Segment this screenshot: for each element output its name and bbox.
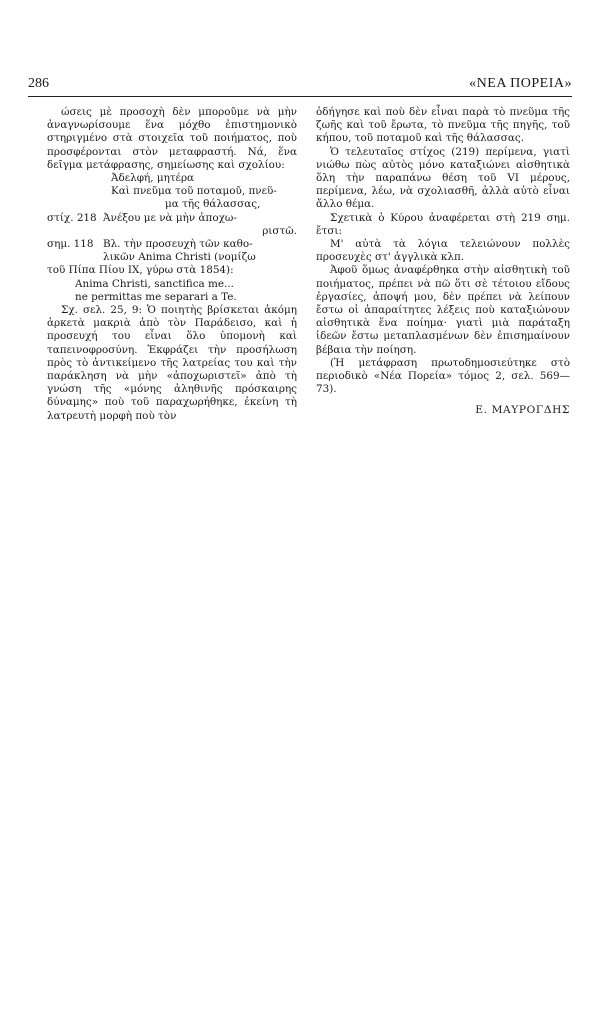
note-row (47, 238, 297, 251)
latin-line: Anima Christi, sanctifica me... (75, 277, 234, 290)
verse-line: Ἀδελφή, μητέρα (111, 172, 195, 185)
paragraph: Μ' αὐτὰ τὰ λόγια τελειώνουν πολλὲς προσευχὲς στ' ἀγγλικὰ κλπ. (316, 238, 570, 264)
note-tag: σημ. 118 (47, 238, 94, 251)
verse-line: Καὶ πνεῦμα τοῦ ποταμοῦ, πνεῦ- (111, 185, 277, 198)
verse-tag: στίχ. 218 (47, 211, 97, 224)
page-header (28, 74, 572, 94)
note-line: λικῶν Anima Christi (νομίζω (103, 251, 256, 264)
verse-line: μα τῆς θάλασσας, (165, 198, 261, 211)
paragraph: Σχετικὰ ὁ Κύρου ἀναφέρεται στὴ 219 σημ. ἔτσι: (316, 211, 570, 237)
paragraph: Ἀφοῦ ὅμως ἀναφέρθηκα στὴν αἰσθητικὴ τοῦ ποιήματος, πρέπει νὰ πῶ ὅτι σὲ τέτοιου εἴδους ἐργασίες, ἀποψή μου, δὲν πρέπει νὰ λείπουν ἔστω οἱ ἀπαραίτητες λέξεις ποὺ καταξιώνουν αἰσθητικὰ ἕνα ποίημα· γιατὶ μιὰ παράταξη ἰδεῶν ἔστω μεταπλασμένων δὲν ἐπισημαίνουν βέβαια τὴν ποίηση. (316, 264, 570, 356)
signature: Ε. ΜΑΥΡΟΓΔΗΣ (475, 404, 570, 417)
right-column (316, 106, 570, 428)
header-rule (28, 96, 572, 97)
page-number: 286 (28, 76, 49, 91)
paragraph: ὁδήγησε καὶ ποὺ δὲν εἶναι παρὰ τὸ πνεῦμα τῆς ζωῆς καὶ τοῦ ἔρωτα, τὸ πνεῦμα τῆς πηγῆς, τοῦ κήπου, τοῦ ποταμοῦ καὶ τῆς θάλασσας. (316, 106, 570, 145)
paragraph: Σχ. σελ. 25, 9: Ὁ ποιητὴς βρίσκεται ἀκόμη ἀρκετὰ μακριὰ ἀπὸ τὸν Παράδεισο, καὶ ἡ προσευχή του εἶναι ὅλο ὑπομονὴ καὶ ταπεινοφροσύνη. Ἐκφράζει τὴν προσήλωση πρὸς τὸ ἀντικείμενο τῆς λατρείας του καὶ τὴν παράκληση νὰ μὴν «ἀποχωριστεῖ» ἀπὸ τὴ γνώση τῆς «μόνης ἀληθινῆς πρόσκαιρης δύναμης» ποὺ τοῦ παραχωρήθηκε, ἐκείνη τὴ λατρευτὴ μορφὴ ποὺ τὸν (47, 304, 297, 422)
latin-line: ne permittas me separari a Te. (75, 290, 237, 303)
verse-line: ριστῶ. (262, 224, 297, 237)
note-line: τοῦ Πίπα Πίου ΙΧ, γύρω στὰ 1854): (47, 264, 234, 277)
paragraph: Ὁ τελευταῖος στίχος (219) περίμενα, γιατὶ νιώθω πὼς αὐτὸς μόνο καταξιώνει αἰσθητικὰ ὅλη τὴν παραπάνω θέση τοῦ VI μέρους, περίμενα, λέω, νὰ σχολιασθῆ, ἀλλὰ αὐτὸ εἶναι ἄλλο θέμα. (316, 145, 570, 211)
verse-text: Ἀνέξου με νὰ μὴν ἀποχω- (103, 211, 237, 224)
paragraph: (Ἡ μετάφραση πρωτοδημοσιεύτηκε στὸ περιοδικὸ «Νέα Πορεία» τόμος 2, σελ. 569—73). (316, 356, 570, 396)
journal-title: «ΝΕΑ ΠΟΡΕΙΑ» (469, 76, 572, 91)
paragraph: ώσεις μὲ προσοχὴ δὲν μποροῦμε νὰ μὴν ἀναγνωρίσουμε ἕνα μόχθο ἐπιστημονικὸ στηριγμένο στὰ στοιχεῖα τοῦ ποιήματος, ποὺ προσφέρονται στὸν μεταφραστή. Νά, ἕνα δεῖγμα μετάφρασης, σημείωσης καὶ σχολίου: (47, 106, 297, 171)
left-column (47, 106, 297, 423)
verse-row (47, 212, 297, 225)
note-text: Βλ. τὴν προσευχὴ τῶν καθο- (103, 238, 253, 251)
